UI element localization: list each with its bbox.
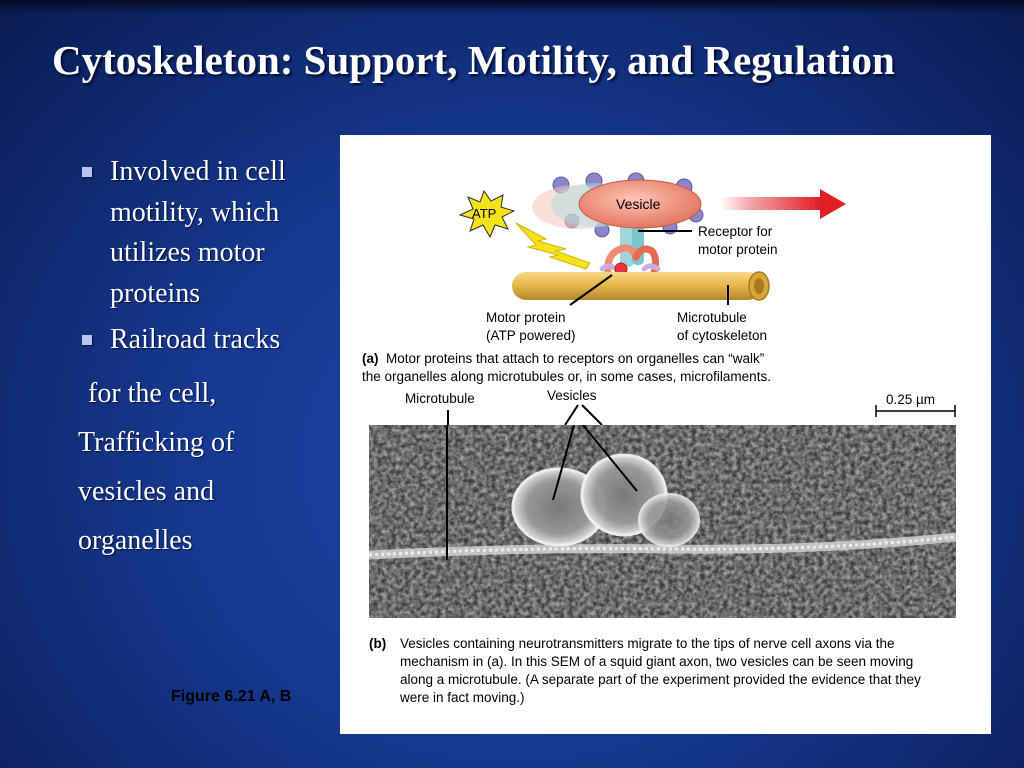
sem-vesicles-label: Vesicles bbox=[547, 388, 597, 403]
figure-label: Figure 6.21 A, B bbox=[171, 688, 292, 705]
motor-protein-label: (ATP powered) bbox=[486, 328, 576, 343]
vesicles-pointer-line bbox=[582, 405, 602, 425]
body-line: vesicles and bbox=[78, 475, 215, 507]
atp-label: ATP bbox=[472, 206, 497, 221]
figure-panel bbox=[340, 135, 991, 734]
microtubule-label: of cytoskeleton bbox=[677, 328, 768, 343]
caption-text: Vesicles containing neurotransmitters migrate to the tips of nerve cell axons via the mechanism in (a). In this SEM of a squid giant axon, two vesicles can be seen moving along a microtubule. (A separate part of the experiment provided the evidence that they were in fact moving.) bbox=[400, 636, 921, 705]
top-band bbox=[0, 0, 1024, 14]
caption-text: Motor proteins that attach to receptors on organelles can “walk” bbox=[386, 351, 765, 366]
microtubule-label: Microtubule bbox=[677, 310, 747, 325]
lightning-bolt-icon bbox=[516, 223, 590, 269]
square-bullet-icon bbox=[82, 167, 92, 177]
caption-tag: (a) bbox=[362, 351, 379, 366]
bullet-text: Involved in cell motility, which utilizes motor proteins bbox=[110, 156, 286, 309]
body-line: organelles bbox=[78, 524, 193, 556]
body-line: for the cell, bbox=[88, 377, 217, 409]
square-bullet-icon bbox=[82, 335, 92, 345]
vesicles-pointer-line bbox=[565, 405, 578, 425]
direction-arrow bbox=[720, 189, 846, 219]
caption-a bbox=[362, 350, 771, 386]
receptor-label: motor protein bbox=[698, 242, 778, 257]
bullet-text: Railroad tracks bbox=[110, 324, 281, 355]
bullet-list bbox=[78, 152, 328, 565]
body-line: Trafficking of bbox=[78, 426, 235, 458]
scale-bar-label: 0.25 µm bbox=[886, 392, 936, 407]
receptor-label: Receptor for bbox=[698, 224, 773, 239]
bullet-item-railroad bbox=[78, 320, 328, 361]
sem-micrograph bbox=[369, 425, 956, 618]
caption-text: the organelles along microtubules or, in some cases, microfilaments. bbox=[362, 369, 771, 384]
motor-protein-label: Motor protein bbox=[486, 310, 566, 325]
caption-tag: (b) bbox=[369, 636, 387, 651]
microtubule-shape bbox=[512, 272, 769, 300]
sem-image bbox=[369, 425, 956, 618]
vesicle-label: Vesicle bbox=[616, 196, 661, 212]
bullet-item-motility bbox=[78, 152, 328, 314]
slide-title: Cytoskeleton: Support, Motility, and Regulation bbox=[52, 37, 895, 83]
caption-b bbox=[369, 635, 929, 707]
sem-microtubule-label: Microtubule bbox=[405, 391, 475, 406]
